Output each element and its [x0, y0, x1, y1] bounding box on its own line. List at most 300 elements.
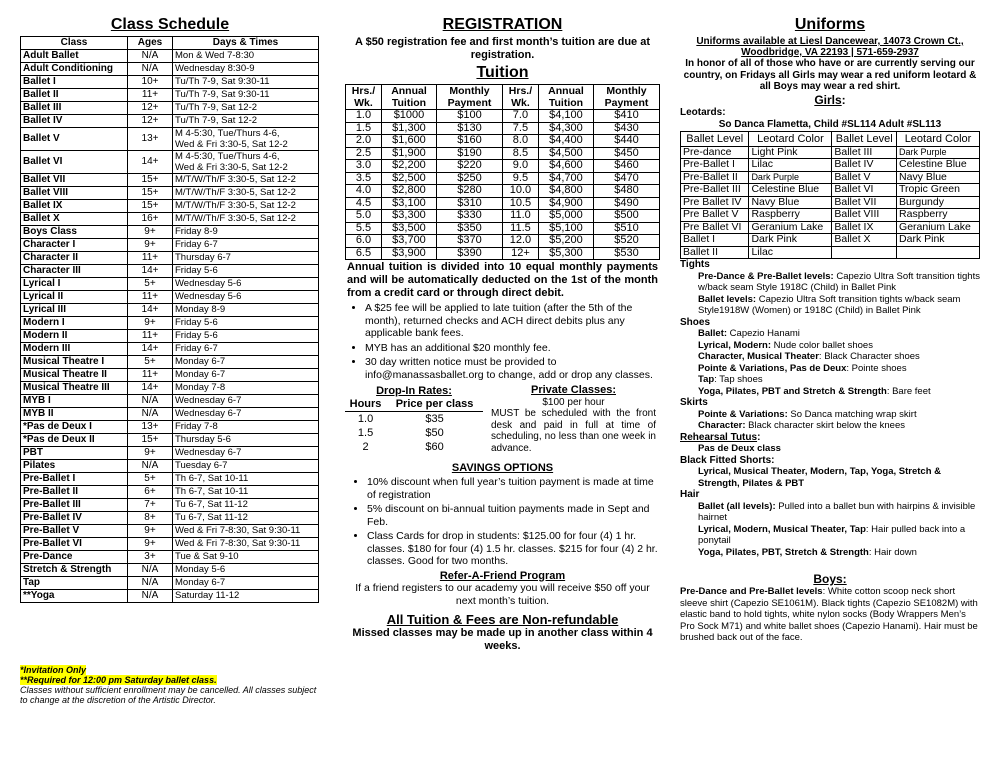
private-text: MUST be scheduled with the front desk and paid in full at time of scheduling, no less than one week in advance.	[491, 408, 656, 454]
schedule-class: Modern III	[21, 343, 128, 356]
leotard-color: Dark Pink	[897, 234, 980, 247]
schedule-class: Modern I	[21, 317, 128, 330]
schedule-class: Pre-Dance	[21, 551, 128, 564]
tuition-cell: $3,300	[381, 210, 436, 223]
schedule-ages: 8+	[128, 512, 173, 525]
schedule-header-row	[21, 37, 319, 50]
schedule-times: M 4-5:30, Tue/Thurs 4-6, Wed & Fri 3:30-5, Sat 12-2	[173, 151, 319, 174]
tuition-cell: $4,500	[538, 147, 593, 160]
tuition-cell: $4,800	[538, 185, 593, 198]
tuition-cell: $5,000	[538, 210, 593, 223]
leotard-color: Geranium Lake	[897, 221, 980, 234]
schedule-ages: 10+	[128, 76, 173, 89]
tuition-row	[346, 147, 660, 160]
schedule-ages: 9+	[128, 239, 173, 252]
tuition-cell: 11.0	[502, 210, 538, 223]
leotard-color: Geranium Lake	[749, 221, 832, 234]
dropin-price: $35	[425, 413, 444, 425]
leotard-color: Dark Purple	[749, 171, 832, 184]
uniforms-column	[680, 0, 980, 773]
shorts-item: Lyrical, Musical Theater, Modern, Tap, Yoga, Stretch & Strength, Pilates & PBT	[698, 466, 942, 489]
dropin-title: Drop-In Rates:	[376, 385, 452, 397]
schedule-class: Pre-Ballet III	[21, 499, 128, 512]
schedule-class: Ballet VIII	[21, 187, 128, 200]
leotard-level: Pre-Ballet I	[681, 159, 749, 172]
schedule-row	[21, 395, 319, 408]
schedule-times: Mon & Wed 7-8:30	[173, 50, 319, 63]
tuition-cell: 4.5	[346, 197, 382, 210]
leotard-color: Raspberry	[897, 209, 980, 222]
leotard-row	[681, 171, 980, 184]
tuition-cell: 2.0	[346, 135, 382, 148]
boys-title: Boys:	[813, 572, 847, 586]
schedule-row	[21, 213, 319, 226]
leotard-row	[681, 209, 980, 222]
tuition-cell: 1.0	[346, 110, 382, 123]
tuition-cell: $4,300	[538, 122, 593, 135]
tuition-cell: $130	[437, 122, 503, 135]
schedule-ages: 12+	[128, 102, 173, 115]
schedule-ages: 7+	[128, 499, 173, 512]
nonrefundable-title: All Tuition & Fees are Non-refundable	[386, 611, 619, 627]
schedule-times: M 4-5:30, Tue/Thurs 4-6, Wed & Fri 3:30-5, Sat 12-2	[173, 128, 319, 151]
leotard-row	[681, 146, 980, 159]
schedule-ages: N/A	[128, 63, 173, 76]
schedule-ages: 11+	[128, 369, 173, 382]
schedule-class: Ballet VII	[21, 174, 128, 187]
tuition-cell: $310	[437, 197, 503, 210]
schedule-row	[21, 278, 319, 291]
tuition-cell: $3,500	[381, 222, 436, 235]
savings-item: • 10% discount when full year’s tuition payment is made at time of registration	[367, 476, 660, 501]
schedule-times: Friday 8-9	[173, 226, 319, 239]
schedule-class: Ballet II	[21, 89, 128, 102]
tuition-row	[346, 235, 660, 248]
schedule-class: Modern II	[21, 330, 128, 343]
footnote-cancel: Classes without sufficient enrollment may be cancelled. All classes subject to change at the discretion of the Artistic Director.	[20, 685, 317, 705]
leotard-row	[681, 246, 980, 259]
leotard-row	[681, 221, 980, 234]
leotard-color: Tropic Green	[897, 184, 980, 197]
leotard-level	[832, 246, 897, 259]
tuition-title: Tuition	[476, 64, 529, 81]
tuition-cell: $4,600	[538, 160, 593, 173]
tuition-cell: $5,200	[538, 235, 593, 248]
tuition-cell: $450	[594, 147, 660, 160]
schedule-class: Stretch & Strength	[21, 564, 128, 577]
schedule-class: *Pas de Deux I	[21, 421, 128, 434]
dropin-hours: 2	[362, 441, 369, 453]
schedule-class: PBT	[21, 447, 128, 460]
schedule-ages: N/A	[128, 577, 173, 590]
skirts-item: Pointe & Variations: So Danca matching wrap skirt	[698, 408, 917, 420]
schedule-class: Character I	[21, 239, 128, 252]
schedule-class: Ballet VI	[21, 151, 128, 174]
schedule-times: Wednesday 5-6	[173, 291, 319, 304]
tuition-row	[346, 110, 660, 123]
schedule-header-days: Days & Times	[173, 37, 319, 50]
tuition-cell: $3,900	[381, 247, 436, 260]
tuition-table	[345, 84, 660, 260]
tuition-cell: $100	[437, 110, 503, 123]
tuition-cell: 5.0	[346, 210, 382, 223]
leotard-level: Ballet VII	[832, 196, 897, 209]
tuition-cell: $5,100	[538, 222, 593, 235]
leotard-color: Dark Pink	[749, 234, 832, 247]
tuition-cell: 3.5	[346, 172, 382, 185]
tuition-cell: $190	[437, 147, 503, 160]
schedule-ages: N/A	[128, 408, 173, 421]
tuition-cell: $160	[437, 135, 503, 148]
schedule-class: Pre-Ballet IV	[21, 512, 128, 525]
schedule-ages: 5+	[128, 473, 173, 486]
tuition-cell: 5.5	[346, 222, 382, 235]
schedule-class: Pre-Ballet V	[21, 525, 128, 538]
schedule-row	[21, 200, 319, 213]
schedule-times: Wednesday 6-7	[173, 408, 319, 421]
schedule-row	[21, 408, 319, 421]
private-classes	[491, 385, 656, 454]
schedule-row	[21, 551, 319, 564]
savings-item: • Class Cards for drop in students: $125.00 for four (4) 1 hr. classes. $180 for four (4) 1.5 hr. classes. $215 for four (4) 2 hr. classes. Good for two months.	[367, 530, 660, 568]
schedule-times: Tu/Th 7-9, Sat 12-2	[173, 115, 319, 128]
bullet-notice: • 30 day written notice must be provided to info@manassasballet.org to change, add or drop any classes.	[365, 356, 660, 381]
schedule-class: **Yoga	[21, 590, 128, 603]
tuition-header: Annual Tuition	[538, 85, 593, 110]
dropin-row	[345, 440, 483, 454]
schedule-row	[21, 151, 319, 174]
schedule-ages: 15+	[128, 200, 173, 213]
schedule-ages: 13+	[128, 421, 173, 434]
dropin-price: $60	[425, 441, 444, 453]
schedule-class: Pre-Ballet VI	[21, 538, 128, 551]
tuition-row	[346, 172, 660, 185]
tuition-cell: $3,700	[381, 235, 436, 248]
tuition-header: Monthly Payment	[594, 85, 660, 110]
schedule-times: Wednesday 8:30-9	[173, 63, 319, 76]
schedule-class: Ballet I	[21, 76, 128, 89]
schedule-class: Musical Theatre I	[21, 356, 128, 369]
schedule-times: Wed & Fri 7-8:30, Sat 9:30-11	[173, 538, 319, 551]
rehearsal-colon: :	[757, 431, 761, 443]
tights-label: Tights	[680, 259, 710, 270]
schedule-class: Lyrical III	[21, 304, 128, 317]
leotard-table	[680, 131, 980, 260]
schedule-times: M/T/W/Th/F 3:30-5, Sat 12-2	[173, 174, 319, 187]
schedule-times: Friday 6-7	[173, 343, 319, 356]
leotard-style: So Danca Flametta, Child #SL114 Adult #SL113	[718, 118, 942, 130]
schedule-ages: 9+	[128, 538, 173, 551]
dropin-rates	[345, 385, 483, 454]
leotard-color: Navy Blue	[897, 171, 980, 184]
tuition-cell: $330	[437, 210, 503, 223]
schedule-times: Wednesday 5-6	[173, 278, 319, 291]
schedule-row	[21, 369, 319, 382]
leotard-color: Celestine Blue	[897, 159, 980, 172]
tuition-cell: $2,200	[381, 160, 436, 173]
tuition-cell: $5,300	[538, 247, 593, 260]
tuition-cell: 6.0	[346, 235, 382, 248]
schedule-class: Character II	[21, 252, 128, 265]
schedule-row	[21, 564, 319, 577]
dropin-hours: 1.0	[357, 413, 374, 425]
tuition-cell: $1000	[381, 110, 436, 123]
tuition-cell: $470	[594, 172, 660, 185]
schedule-row	[21, 76, 319, 89]
tuition-cell: $250	[437, 172, 503, 185]
leotard-color: Celestine Blue	[749, 184, 832, 197]
private-title: Private Classes:	[531, 384, 616, 396]
schedule-ages: 9+	[128, 226, 173, 239]
leotard-level: Ballet IV	[832, 159, 897, 172]
schedule-ages: 11+	[128, 252, 173, 265]
schedule-times: Friday 5-6	[173, 265, 319, 278]
leotard-level: Pre Ballet V	[681, 209, 749, 222]
schedule-footnotes	[20, 665, 320, 705]
schedule-ages: 15+	[128, 174, 173, 187]
leotard-level: Pre-Ballet II	[681, 171, 749, 184]
schedule-times: Tu/Th 7-9, Sat 9:30-11	[173, 89, 319, 102]
schedule-row	[21, 50, 319, 63]
shoes-item: Pointe & Variations, Pas de Deux: Pointe shoes	[698, 362, 907, 374]
tuition-row	[346, 160, 660, 173]
schedule-class: Ballet V	[21, 128, 128, 151]
schedule-times: Monday 6-7	[173, 356, 319, 369]
schedule-row	[21, 525, 319, 538]
schedule-times: Friday 6-7	[173, 239, 319, 252]
schedule-row	[21, 356, 319, 369]
tuition-header: Hrs./ Wk.	[502, 85, 538, 110]
refer-title: Refer-A-Friend Program	[439, 569, 566, 582]
schedule-times: Monday 6-7	[173, 369, 319, 382]
rehearsal-item: Pas de Deux class	[698, 443, 781, 454]
tuition-cell: 12.0	[502, 235, 538, 248]
schedule-times: Saturday 11-12	[173, 590, 319, 603]
schedule-row	[21, 421, 319, 434]
tuition-cell: $4,100	[538, 110, 593, 123]
tuition-row	[346, 135, 660, 148]
tuition-cell: 11.5	[502, 222, 538, 235]
registration-fee: A $50 registration fee and first month’s tuition are due at registration.	[354, 36, 650, 61]
refer-text: If a friend registers to our academy you will receive $50 off your next month’s tuition.	[355, 581, 650, 607]
dropin-hours: 1.5	[357, 427, 374, 439]
schedule-ages: 12+	[128, 115, 173, 128]
tuition-row	[346, 185, 660, 198]
schedule-row	[21, 102, 319, 115]
tuition-cell: $410	[594, 110, 660, 123]
tuition-row	[346, 247, 660, 260]
dropin-row	[345, 426, 483, 440]
uniforms-store: Uniforms available at Liesl Dancewear, 14073 Crown Ct., Woodbridge, VA 22193 | 571-659-2937	[696, 36, 964, 58]
tuition-cell: 3.0	[346, 160, 382, 173]
schedule-class: *Pas de Deux II	[21, 434, 128, 447]
schedule-row	[21, 447, 319, 460]
bullet-myb-fee: • MYB has an additional $20 monthly fee.	[365, 342, 660, 355]
tuition-cell: $430	[594, 122, 660, 135]
tights-ballet: Ballet levels: Capezio Ultra Soft transition tights w/back seam Style1918W (Women) or 1918C (Child) in Ballet Pink	[698, 293, 961, 316]
tuition-cell: $390	[437, 247, 503, 260]
schedule-row	[21, 265, 319, 278]
tuition-cell: $480	[594, 185, 660, 198]
schedule-class: Character III	[21, 265, 128, 278]
leotard-level: Ballet I	[681, 234, 749, 247]
leotard-row	[681, 234, 980, 247]
schedule-row	[21, 460, 319, 473]
schedule-class: Musical Theatre III	[21, 382, 128, 395]
tuition-cell: 10.0	[502, 185, 538, 198]
tuition-cell: 1.5	[346, 122, 382, 135]
tuition-cell: $4,400	[538, 135, 593, 148]
schedule-times: Tu/Th 7-9, Sat 12-2	[173, 102, 319, 115]
schedule-row	[21, 63, 319, 76]
uniforms-title: Uniforms	[794, 16, 866, 33]
schedule-row	[21, 538, 319, 551]
schedule-row	[21, 330, 319, 343]
tuition-cell: $1,900	[381, 147, 436, 160]
schedule-ages: 9+	[128, 447, 173, 460]
leotard-row	[681, 196, 980, 209]
schedule-ages: 6+	[128, 486, 173, 499]
tuition-cell: $4,700	[538, 172, 593, 185]
schedule-ages: 11+	[128, 89, 173, 102]
schedule-row	[21, 486, 319, 499]
schedule-times: M/T/W/Th/F 3:30-5, Sat 12-2	[173, 200, 319, 213]
footnote-required: **Required for 12:00 pm Saturday ballet class.	[20, 675, 217, 685]
tuition-cell: $510	[594, 222, 660, 235]
schedule-class: Adult Conditioning	[21, 63, 128, 76]
schedule-times: Friday 5-6	[173, 330, 319, 343]
tuition-cell: 10.5	[502, 197, 538, 210]
hair-list	[680, 501, 980, 559]
schedule-class: Pre-Ballet I	[21, 473, 128, 486]
dropin-table	[345, 397, 483, 454]
schedule-times: Monday 8-9	[173, 304, 319, 317]
tuition-row	[346, 210, 660, 223]
schedule-class: Ballet IV	[21, 115, 128, 128]
tuition-cell: $4,900	[538, 197, 593, 210]
skirts-list	[680, 409, 980, 432]
schedule-times: M/T/W/Th/F 3:30-5, Sat 12-2	[173, 213, 319, 226]
schedule-ages: 14+	[128, 304, 173, 317]
schedule-row	[21, 577, 319, 590]
girls-colon: :	[841, 92, 846, 107]
schedule-times: Tu 6-7, Sat 11-12	[173, 512, 319, 525]
dropin-price: $50	[425, 427, 444, 439]
schedule-header-class: Class	[21, 37, 128, 50]
schedule-times: Tuesday 6-7	[173, 460, 319, 473]
tuition-cell: $500	[594, 210, 660, 223]
leotard-color: Lilac	[749, 246, 832, 259]
class-schedule-column	[20, 0, 320, 773]
savings-title: SAVINGS OPTIONS	[451, 462, 554, 474]
tuition-cell: 2.5	[346, 147, 382, 160]
leotard-level: Ballet II	[681, 246, 749, 259]
tuition-cell: 9.0	[502, 160, 538, 173]
schedule-row	[21, 187, 319, 200]
tuition-cell: 4.0	[346, 185, 382, 198]
tuition-cell: 7.5	[502, 122, 538, 135]
schedule-ages: 16+	[128, 213, 173, 226]
leotard-color: Burgundy	[897, 196, 980, 209]
schedule-class: Lyrical II	[21, 291, 128, 304]
schedule-ages: 14+	[128, 343, 173, 356]
schedule-ages: N/A	[128, 395, 173, 408]
shoes-item: Tap: Tap shoes	[698, 374, 763, 385]
tuition-cell: 6.5	[346, 247, 382, 260]
tuition-header: Monthly Payment	[437, 85, 503, 110]
schedule-class: Adult Ballet	[21, 50, 128, 63]
boys-text: Pre-Dance and Pre-Ballet levels: White cotton scoop neck short sleeve shirt (Capezio SE1061M). Black tights (Capezio SE1082M) with elastic band to hold tights, white nylon socks (Body Wrappers Men’s Pro Sock M71) and white ballet shoes (Capezio Hanami). Hair must be brushed back out of the face.	[680, 586, 978, 643]
tuition-cell: $3,100	[381, 197, 436, 210]
schedule-ages: 14+	[128, 151, 173, 174]
schedule-ages: 9+	[128, 525, 173, 538]
schedule-row	[21, 382, 319, 395]
schedule-row	[21, 115, 319, 128]
tuition-cell: $2,800	[381, 185, 436, 198]
leotard-level: Pre Ballet VI	[681, 221, 749, 234]
girls-title: Girls	[814, 92, 842, 107]
schedule-row	[21, 473, 319, 486]
schedule-row	[21, 291, 319, 304]
schedule-times: Monday 6-7	[173, 577, 319, 590]
tuition-cell: $460	[594, 160, 660, 173]
leotard-header: Leotard Color	[749, 131, 832, 146]
schedule-row	[21, 343, 319, 356]
leotard-level: Ballet III	[832, 146, 897, 159]
missed-classes-note: Missed classes may be made up in another class within 4 weeks.	[352, 626, 653, 652]
schedule-class: Lyrical I	[21, 278, 128, 291]
leotard-header: Ballet Level	[832, 131, 897, 146]
schedule-times: Friday 7-8	[173, 421, 319, 434]
schedule-title: Class Schedule	[110, 16, 230, 33]
schedule-row	[21, 499, 319, 512]
registration-column	[345, 0, 660, 773]
schedule-class: Ballet III	[21, 102, 128, 115]
shoes-item: Yoga, Pilates, PBT and Stretch & Strength: Bare feet	[698, 385, 931, 397]
leotard-level: Pre Ballet IV	[681, 196, 749, 209]
skirts-item: Character: Black character skirt below the knees	[698, 420, 905, 431]
schedule-times: Thursday 6-7	[173, 252, 319, 265]
rates-row	[345, 385, 660, 454]
savings-list	[345, 476, 660, 568]
tuition-cell: $440	[594, 135, 660, 148]
annual-tuition-note: Annual tuition is divided into 10 equal monthly payments and will be automatically deducted on the 1st of the month from a credit card or through direct debit.	[347, 261, 658, 299]
leotard-level: Ballet X	[832, 234, 897, 247]
schedule-header-ages: Ages	[128, 37, 173, 50]
schedule-class: MYB II	[21, 408, 128, 421]
schedule-row	[21, 590, 319, 603]
schedule-times: Thursday 5-6	[173, 434, 319, 447]
schedule-row	[21, 128, 319, 151]
schedule-ages: 11+	[128, 291, 173, 304]
dropin-row	[345, 412, 483, 427]
schedule-row	[21, 434, 319, 447]
leotard-color: Dark Purple	[897, 146, 980, 159]
schedule-class: Ballet X	[21, 213, 128, 226]
schedule-class: Ballet IX	[21, 200, 128, 213]
schedule-ages: 5+	[128, 278, 173, 291]
rehearsal-heading	[680, 432, 980, 444]
schedule-times: M/T/W/Th/F 3:30-5, Sat 12-2	[173, 187, 319, 200]
tuition-header: Hrs./ Wk.	[346, 85, 382, 110]
tuition-cell: $370	[437, 235, 503, 248]
schedule-ages: 11+	[128, 330, 173, 343]
leotard-header: Leotard Color	[897, 131, 980, 146]
schedule-row	[21, 239, 319, 252]
footnote-invitation: *Invitation Only	[20, 665, 87, 675]
tuition-cell: $2,500	[381, 172, 436, 185]
tuition-cell: 8.5	[502, 147, 538, 160]
